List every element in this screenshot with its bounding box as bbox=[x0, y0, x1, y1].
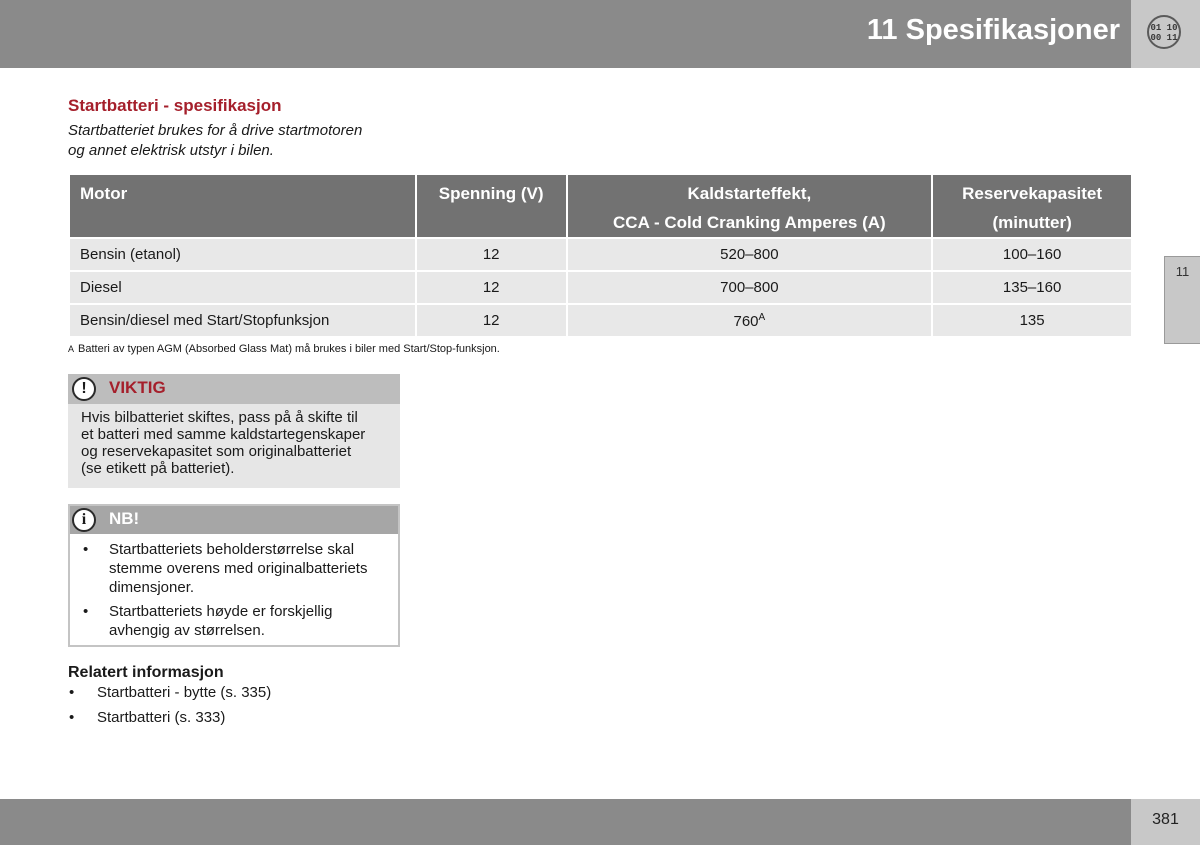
intro-line-2: og annet elektrisk utstyr i bilen. bbox=[68, 142, 274, 159]
footnote-text: Batteri av typen AGM (Absorbed Glass Mat) må brukes i biler med Start/Stop-funksjon. bbox=[78, 343, 500, 355]
related-info-list bbox=[68, 684, 271, 734]
header-reserve: Reservekapasitet (minutter) bbox=[933, 175, 1131, 237]
footer-bar bbox=[0, 799, 1131, 845]
cell-reserve: 135 bbox=[933, 305, 1131, 336]
header-motor: Motor bbox=[70, 175, 415, 237]
cell-motor: Diesel bbox=[70, 272, 415, 303]
page-number: 381 bbox=[1152, 811, 1179, 828]
important-notice bbox=[68, 374, 400, 488]
bullet-icon: • bbox=[69, 709, 75, 726]
chapter-side-tab[interactable] bbox=[1164, 256, 1200, 344]
table-row bbox=[70, 305, 1131, 336]
table-header-row bbox=[70, 175, 1131, 237]
cell-voltage: 12 bbox=[417, 272, 566, 303]
important-notice-title: VIKTIG bbox=[109, 378, 166, 397]
related-link[interactable]: • Startbatteri - bytte (s. 335) bbox=[69, 684, 272, 701]
header-cca: Kaldstarteffekt, CCA - Cold Cranking Amperes (A) bbox=[568, 175, 932, 237]
battery-spec-table bbox=[68, 173, 1133, 338]
bullet-icon: • bbox=[69, 684, 75, 701]
note-list bbox=[70, 540, 398, 645]
intro-line-1: Startbatteriet brukes for å drive startmotoren bbox=[68, 122, 363, 139]
table-row bbox=[70, 272, 1131, 303]
table-footnote bbox=[68, 343, 500, 355]
related-link[interactable]: • Startbatteri (s. 333) bbox=[69, 709, 226, 726]
related-info-title: Relatert informasjon bbox=[68, 664, 224, 681]
cell-voltage: 12 bbox=[417, 305, 566, 336]
footnote-mark: A bbox=[68, 344, 75, 354]
note-title: NB! bbox=[109, 509, 140, 528]
header-voltage: Spenning (V) bbox=[417, 175, 566, 237]
table-row bbox=[70, 239, 1131, 270]
cell-cca bbox=[568, 305, 932, 336]
icon-line-2: 00 11 bbox=[1150, 33, 1178, 43]
exclamation-icon: ! bbox=[72, 377, 96, 401]
info-icon: i bbox=[72, 508, 96, 532]
cell-motor: Bensin/diesel med Start/Stopfunksjon bbox=[70, 305, 415, 336]
specifications-icon bbox=[1147, 15, 1181, 49]
bullet-icon: • bbox=[83, 541, 89, 558]
section-title: Startbatteri - spesifikasjon bbox=[68, 96, 282, 115]
cca-value: 760 bbox=[733, 312, 759, 330]
cell-voltage: 12 bbox=[417, 239, 566, 270]
note-box bbox=[68, 504, 400, 647]
cell-reserve: 100–160 bbox=[933, 239, 1131, 270]
important-notice-header bbox=[68, 374, 400, 404]
cell-reserve: 135–160 bbox=[933, 272, 1131, 303]
chapter-side-tab-label: 11 bbox=[1175, 264, 1190, 279]
cell-cca: 700–800 bbox=[568, 272, 932, 303]
note-header bbox=[70, 506, 398, 534]
chapter-title: 11 Spesifikasjoner bbox=[866, 14, 1120, 46]
footnote-ref: A bbox=[758, 311, 766, 323]
bullet-icon: • bbox=[83, 603, 89, 620]
icon-line-1: 01 10 bbox=[1150, 23, 1178, 33]
important-notice-text: Hvis bilbatteriet skiftes, pass på å skifte til et batteri med samme kaldstartegenskaper og reservekapasitet som originalbatteriet (se etikett på batteriet). bbox=[81, 409, 366, 477]
cell-cca: 520–800 bbox=[568, 239, 932, 270]
list-item: • Startbatteriets beholderstørrelse skal stemme overens med originalbatteriets dimensjoner. bbox=[83, 541, 368, 596]
section-intro bbox=[68, 121, 428, 161]
cell-motor: Bensin (etanol) bbox=[70, 239, 415, 270]
list-item: • Startbatteriets høyde er forskjellig avhengig av størrelsen. bbox=[83, 603, 333, 639]
